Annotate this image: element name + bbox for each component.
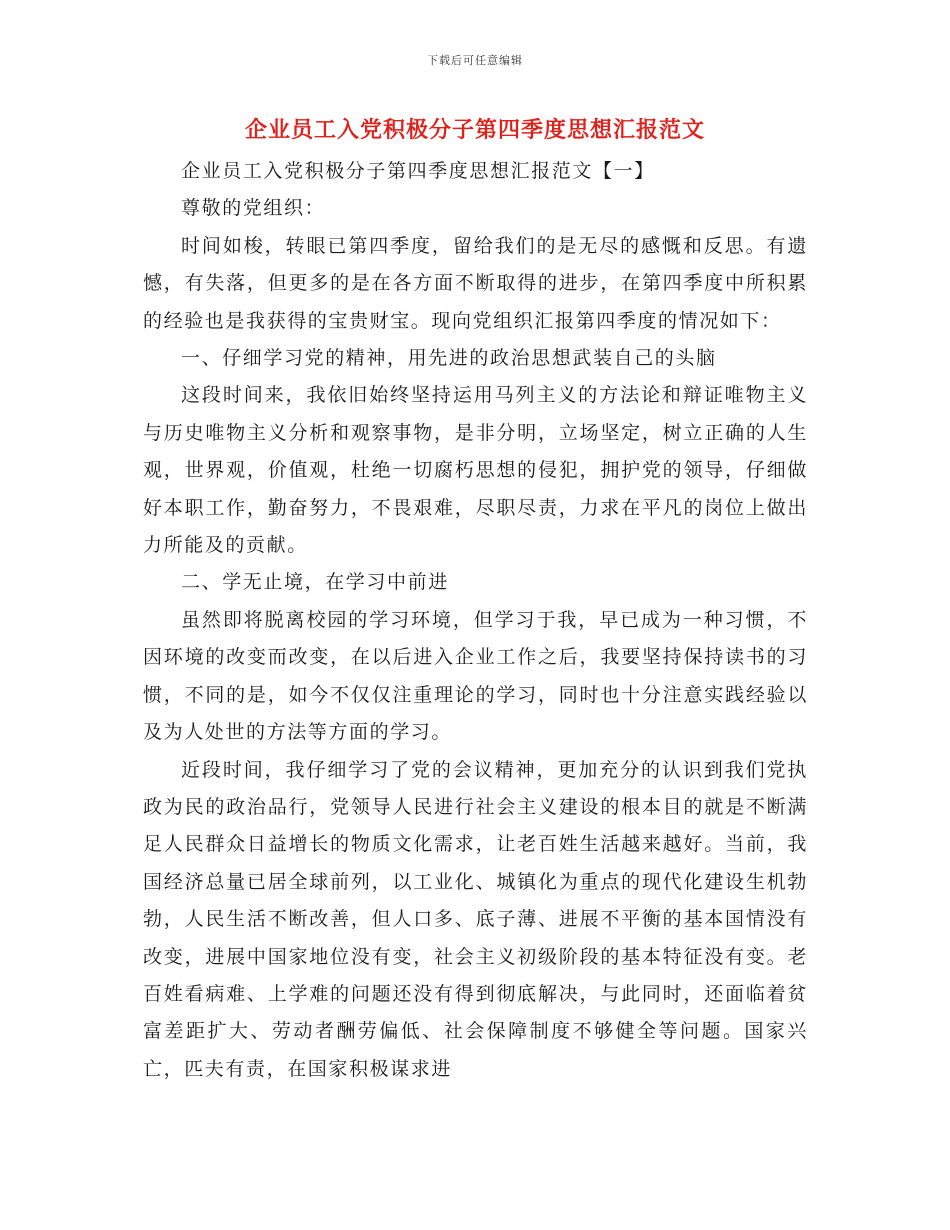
document-body <box>143 153 808 1088</box>
paragraph-section-2a: 虽然即将脱离校园的学习环境，但学习于我，早已成为一种习惯，不因环境的改变而改变，在以后进入企业工作之后，我要坚持保持读书的习惯，不同的是，如今不仅仅注重理论的学习，同时也十分注意实践经验以及为人处世的方法等方面的学习。 <box>143 608 808 744</box>
section-heading-1: 一、仔细学习党的精神，用先进的政治思想武装自己的头脑 <box>181 347 717 370</box>
paragraph-salutation: 尊敬的党组织： <box>181 197 326 220</box>
paragraph-intro: 时间如梭，转眼已第四季度，留给我们的是无尽的感慨和反思。有遗憾，有失落，但更多的是在各方面不断取得的进步，在第四季度中所积累的经验也是我获得的宝贵财宝。现向党组织汇报第四季度的情况如下： <box>143 234 808 332</box>
paragraph-subtitle: 企业员工入党积极分子第四季度思想汇报范文【一】 <box>181 160 655 182</box>
paragraph-section-2b: 近段时间，我仔细学习了党的会议精神，更加充分的认识到我们党执政为民的政治品行，党领导人民进行社会主义建设的根本目的就是不断满足人民群众日益增长的物质文化需求，让老百姓生活越来越好。当前，我国经济总量已居全球前列，以工业化、城镇化为重点的现代化建设生机勃勃，人民生活不断改善，但人口多、底子薄、进展不平衡的基本国情没有改变，进展中国家地位没有变，社会主义初级阶段的基本特征没有变。老百姓看病难、上学难的问题还没有得到彻底解决，与此同时，还面临着贫富差距扩大、劳动者酬劳偏低、社会保障制度不够健全等问题。国家兴亡，匹夫有责，在国家积极谋求进 <box>143 758 808 1080</box>
header-note: 下载后可任意编辑 <box>427 54 523 67</box>
document-title: 企业员工入党积极分子第四季度思想汇报范文 <box>244 117 705 143</box>
paragraph-section-1: 这段时间来，我依旧始终坚持运用马列主义的方法论和辩证唯物主义与历史唯物主义分析和观察事物，是非分明，立场坚定，树立正确的人生观，世界观，价值观，杜绝一切腐朽思想的侵犯，拥护党的领导，仔细做好本职工作，勤奋努力，不畏艰难，尽职尽责，力求在平凡的岗位上做出力所能及的贡献。 <box>143 384 808 557</box>
section-heading-2: 二、学无止境，在学习中前进 <box>181 571 449 594</box>
